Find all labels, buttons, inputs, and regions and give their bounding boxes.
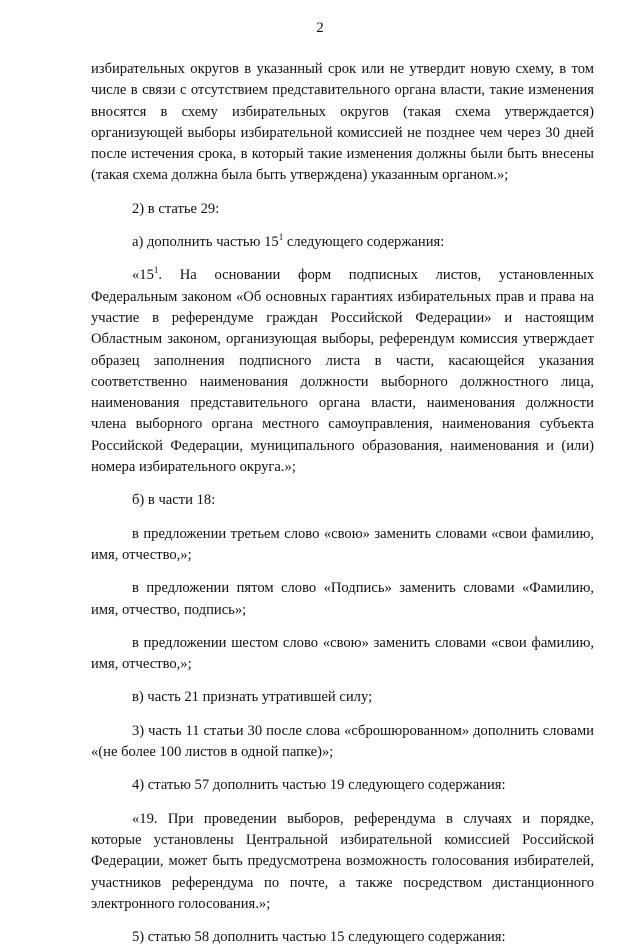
- paragraph-sentence-3: в предложении третьем слово «свою» заменить словами «свои фамилию, имя, отчество,»;: [91, 525, 594, 563]
- text-fragment: «15: [132, 267, 154, 284]
- text-fragment: . На основании форм подписных листов, установленных Федеральным законом «Об основных гарантиях избирательных прав и права на участие в референдуме граждан Российской Федерации» и настоящим Областным законом, организующая выборы, референдум комиссия утверждает образец заполнения подписного листа в части, касающейся указания соответственно наименования должности выборного должностного лица, наименования представительного органа власти, наименования должности члена выборного органа местного самоуправления, наименования субъекта Российской Федерации, муниципального образования, наименования и (или) номера избирательного округа.»;: [91, 267, 594, 476]
- superscript: 1: [153, 265, 159, 276]
- paragraph-part-19-text: «19. При проведении выборов, референдума в случаях и порядке, которые установлены Центральной избирательной комиссией Российской Федерации, может быть предусмотрена возможность голосования избирателей, участников референдума по почте, а также посредством дистанционного электронного голосования.»;: [91, 810, 594, 912]
- paragraph-article-30: 3) часть 11 статьи 30 после слова «сброшюрованном» дополнить словами «(не более 100 листов в одной папке)»;: [91, 722, 594, 761]
- text-fragment: следующего содержания:: [283, 234, 445, 251]
- paragraph-sentence-5: в предложении пятом слово «Подпись» заменить словами «Фамилию, имя, отчество, подпись»;: [91, 580, 594, 618]
- paragraph-part-21: в) часть 21 признать утратившей силу;: [132, 689, 373, 706]
- paragraph-article-29: 2) в статье 29:: [132, 200, 220, 217]
- text-fragment: а) дополнить частью 15: [132, 234, 279, 251]
- page-number: 2: [316, 20, 324, 36]
- paragraph-continuation: избирательных округов в указанный срок или не утвердит новую схему, в том числе в связи с отсутствием представительного органа власти, такие изменения вносятся в схему избирательных округов (такая схема утверждается) организующей выборы избирательной комиссией не позднее чем через 30 дней после истечения срока, в который такие изменения должны были быть внесены (такая схема должна была быть утверждена) указанным органом.»;: [91, 61, 594, 184]
- superscript: 1: [278, 232, 284, 243]
- paragraph-part-15-1-text: [91, 265, 594, 478]
- paragraph-article-58: 5) статью 58 дополнить частью 15 следующего содержания:: [132, 929, 506, 946]
- paragraph-part-18: б) в части 18:: [132, 492, 216, 509]
- paragraph-article-57: 4) статью 57 дополнить частью 19 следующего содержания:: [132, 777, 506, 794]
- paragraph-sentence-6: в предложении шестом слово «свою» заменить словами «свои фамилию, имя, отчество,»;: [91, 634, 594, 673]
- paragraph-add-part-15-1: [91, 232, 594, 253]
- document-body: [91, 59, 594, 948]
